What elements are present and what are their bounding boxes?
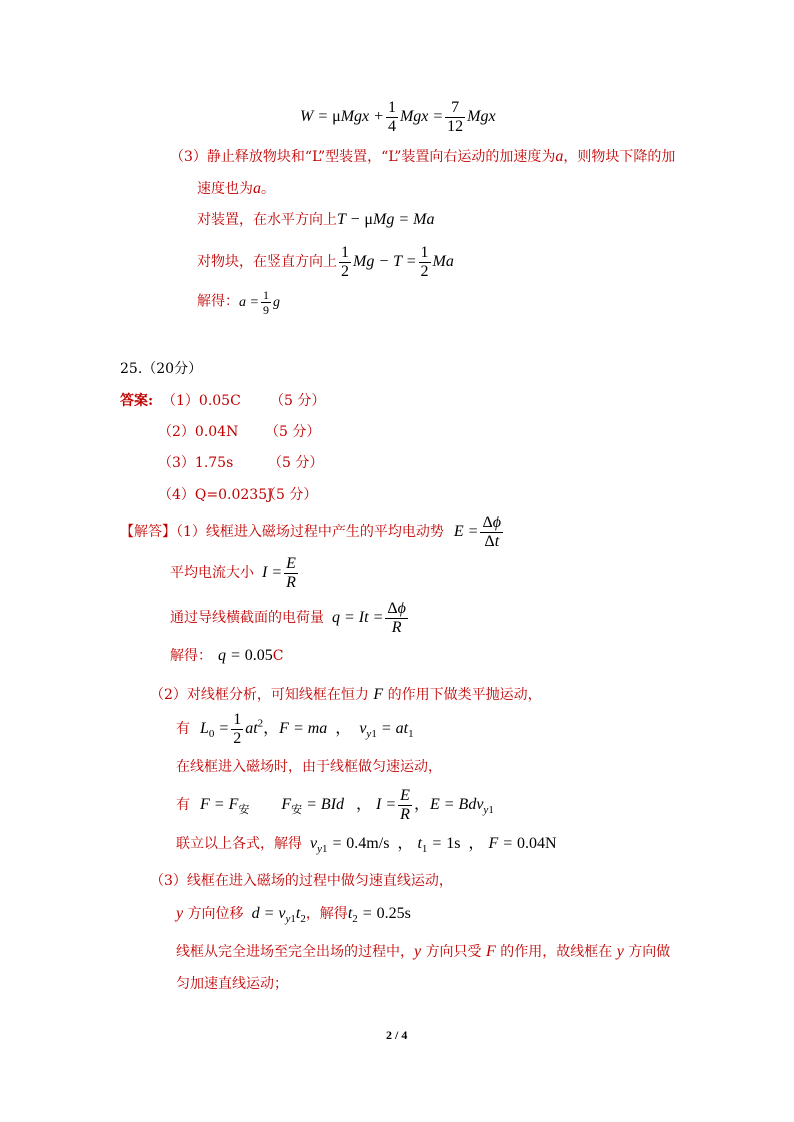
answer-1-score: （5 分） — [270, 393, 326, 409]
solution-3-full: 线框从完全进场至完全出场的过程中，y 方向只受 F 的作用，故线框在 y 方向做 — [176, 943, 671, 960]
page-number: 2 / 4 — [386, 1028, 408, 1042]
solution-2-intro: （2）对线框分析，可知线框在恒力 F 的作用下做类平抛运动， — [150, 686, 542, 703]
solution-2-forces: 有 $F = F_安$ $F_安$ = BId ， I = $\frac{E}{R}$ ，E = Bdv$_{y1}$ — [176, 787, 494, 823]
solution-2-uniform: 在线框进入磁场时，由于线框做匀速运动， — [176, 759, 442, 775]
answer-4-score: （5 分） — [262, 487, 318, 503]
q25-title: 25.（20分） — [120, 361, 203, 377]
part3-intro: （3）静止释放物块和“L”型装置，“L”装置向右运动的加速度为a，则物块下降的加 — [170, 148, 676, 165]
answer-label: 答案: — [120, 393, 154, 409]
solution-3-disp: y 方向位移 $d = v_{y1}t_2$，解得$t_2 = 0.25s$ — [176, 905, 411, 926]
answer-2: （2）0.04N — [158, 424, 239, 440]
answer-4: （4）Q=0.0235J — [158, 487, 273, 503]
part3-block-eq: 对物块，在竖直方向上 $\frac{1}{2}$ Mg − T = $\frac{1}{2}$ Ma — [197, 244, 454, 280]
work-equation: W = μMgx + $\frac{1}{4}$ Mgx = $\frac{7}{12}$ Mgx — [300, 99, 496, 135]
solution-2-result: 联立以上各式，解得 $v_{y1} = 0.4m/s$ ， $t_1 = 1s$ ， F = 0.04N — [176, 835, 557, 856]
part3-cont: 速度也为a。 — [197, 180, 275, 197]
answer-3-score: （5 分） — [268, 455, 324, 471]
solution-3-full-cont: 匀加速直线运动； — [176, 976, 288, 992]
answer-3: （3）1.75s — [158, 455, 234, 471]
answer-1: （1）0.05C — [162, 393, 241, 409]
solution-1-emf: 【解答】（1）线框进入磁场过程中产生的平均电动势 E = $\frac{\Delta\phi}{\Delta t}$ — [120, 514, 502, 550]
part3-solve: 解得：a = $\frac{1}{9}$ g — [197, 288, 280, 317]
solution-2-eqs: 有 $L_0$ = $\frac{1}{2}$ $at^2$，F = ma ， $v_{y1} = at_1$ — [176, 711, 414, 747]
answer-2-score: （5 分） — [265, 424, 321, 440]
solution-1-current: 平均电流大小 I = $\frac{E}{R}$ — [170, 555, 296, 591]
solution-1-charge: 通过导线横截面的电荷量 q = It = $\frac{\Delta\phi}{R}$ — [170, 600, 406, 636]
solution-3-intro: （3）线框在进入磁场的过程中做匀速直线运动， — [150, 873, 453, 889]
solution-1-result: 解得： q = 0.05C — [170, 647, 284, 664]
part3-device-eq: 对装置，在水平方向上T − μMg = Ma — [197, 211, 435, 228]
